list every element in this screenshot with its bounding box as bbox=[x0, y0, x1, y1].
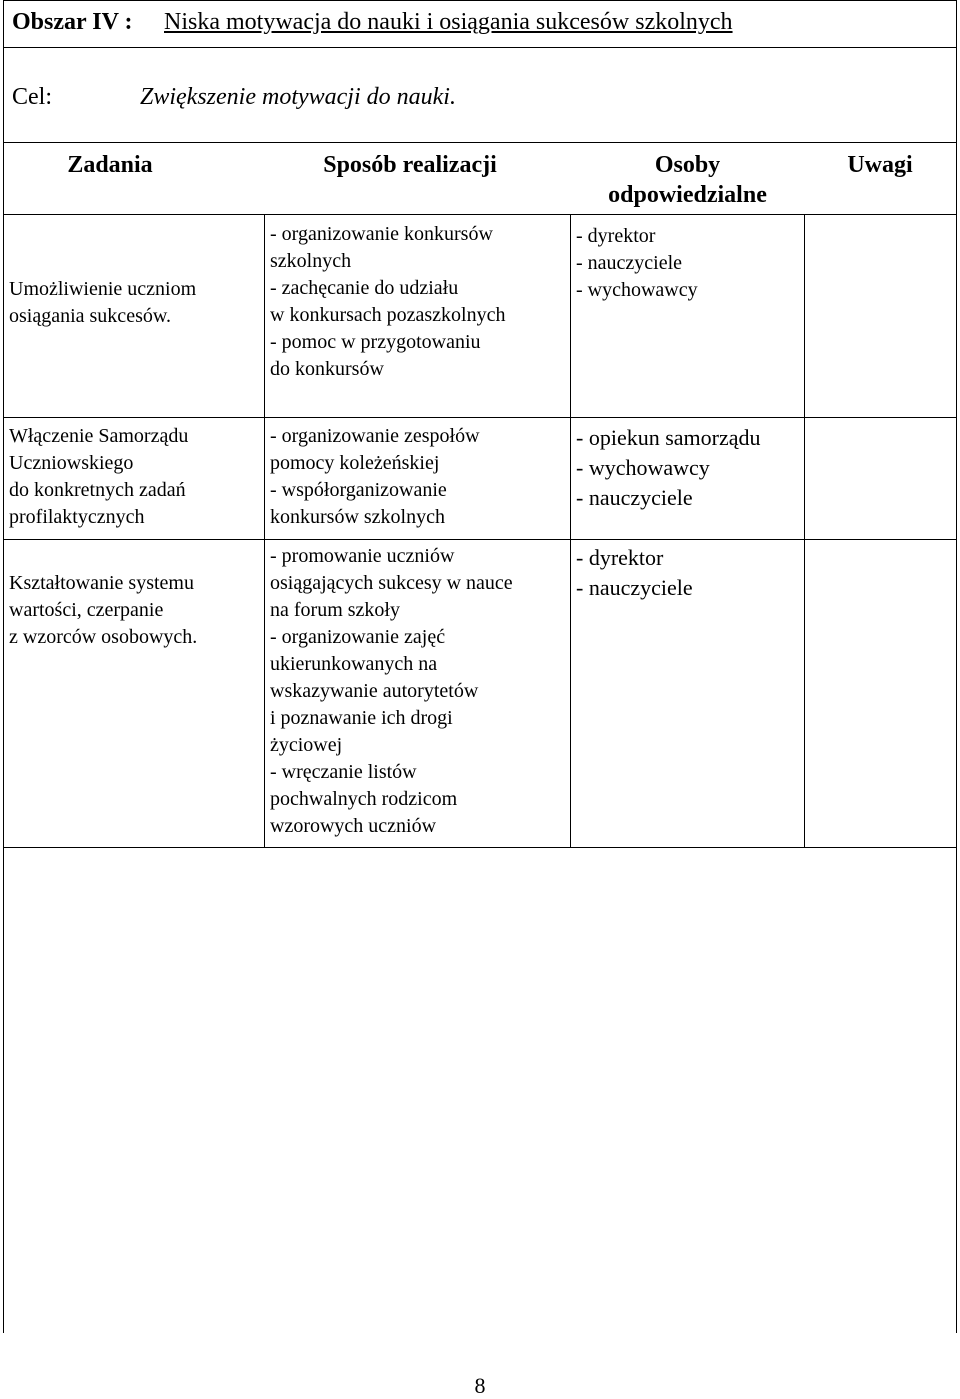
header-tasks: Zadania bbox=[67, 152, 153, 178]
goal-box bbox=[3, 47, 957, 143]
table-row-3-responsible: - dyrektor - nauczyciele bbox=[576, 545, 693, 600]
column-divider-3 bbox=[804, 214, 805, 848]
table-row-2-task: Włączenie Samorządu Uczniowskiego do konkretnych zadań profilaktycznych bbox=[9, 425, 189, 528]
goal-label: Cel: bbox=[12, 84, 52, 110]
table-row-1-task: Umożliwienie uczniom osiągania sukcesów. bbox=[9, 278, 197, 327]
area-label: Obszar IV : bbox=[12, 9, 133, 35]
row-divider-2 bbox=[3, 539, 957, 540]
table-bottom-border bbox=[3, 847, 957, 848]
table-header-divider bbox=[3, 214, 957, 215]
table-row-2-responsible: - opiekun samorządu - wychowawcy - nauczyciele bbox=[576, 425, 761, 510]
header-responsible: Osoby odpowiedzialne bbox=[608, 152, 767, 208]
row-divider-1 bbox=[3, 417, 957, 418]
area-title: Niska motywacja do nauki i osiągania sukcesów szkolnych bbox=[164, 9, 733, 35]
goal-text: Zwiększenie motywacji do nauki. bbox=[140, 84, 456, 110]
table-row-2-method: - organizowanie zespołów pomocy koleżeńskiej - współorganizowanie konkursów szkolnych bbox=[270, 425, 480, 528]
header-notes: Uwagi bbox=[847, 152, 913, 178]
table-row-3-method: - promowanie uczniów osiągających sukcesy w nauce na forum szkoły - organizowanie zajęć ukierunkowanych na wskazywanie autorytetów i poznawanie ich drogi życiowej - wręczanie listów pochwalnych rodzicom wzorowych uczniów bbox=[270, 545, 513, 837]
header-method: Sposób realizacji bbox=[323, 152, 497, 178]
column-divider-1 bbox=[264, 214, 265, 848]
table-row-1-responsible: - dyrektor - nauczyciele - wychowawcy bbox=[576, 225, 698, 301]
column-divider-2 bbox=[570, 214, 571, 848]
page-number: 8 bbox=[474, 1373, 486, 1398]
table-row-3-task: Kształtowanie systemu wartości, czerpanie z wzorców osobowych. bbox=[9, 572, 198, 648]
area-title-box bbox=[3, 0, 957, 48]
table-row-1-method: - organizowanie konkursów szkolnych - zachęcanie do udziału w konkursach pozaszkolnych - pomoc w przygotowaniu do konkursów bbox=[270, 223, 506, 380]
